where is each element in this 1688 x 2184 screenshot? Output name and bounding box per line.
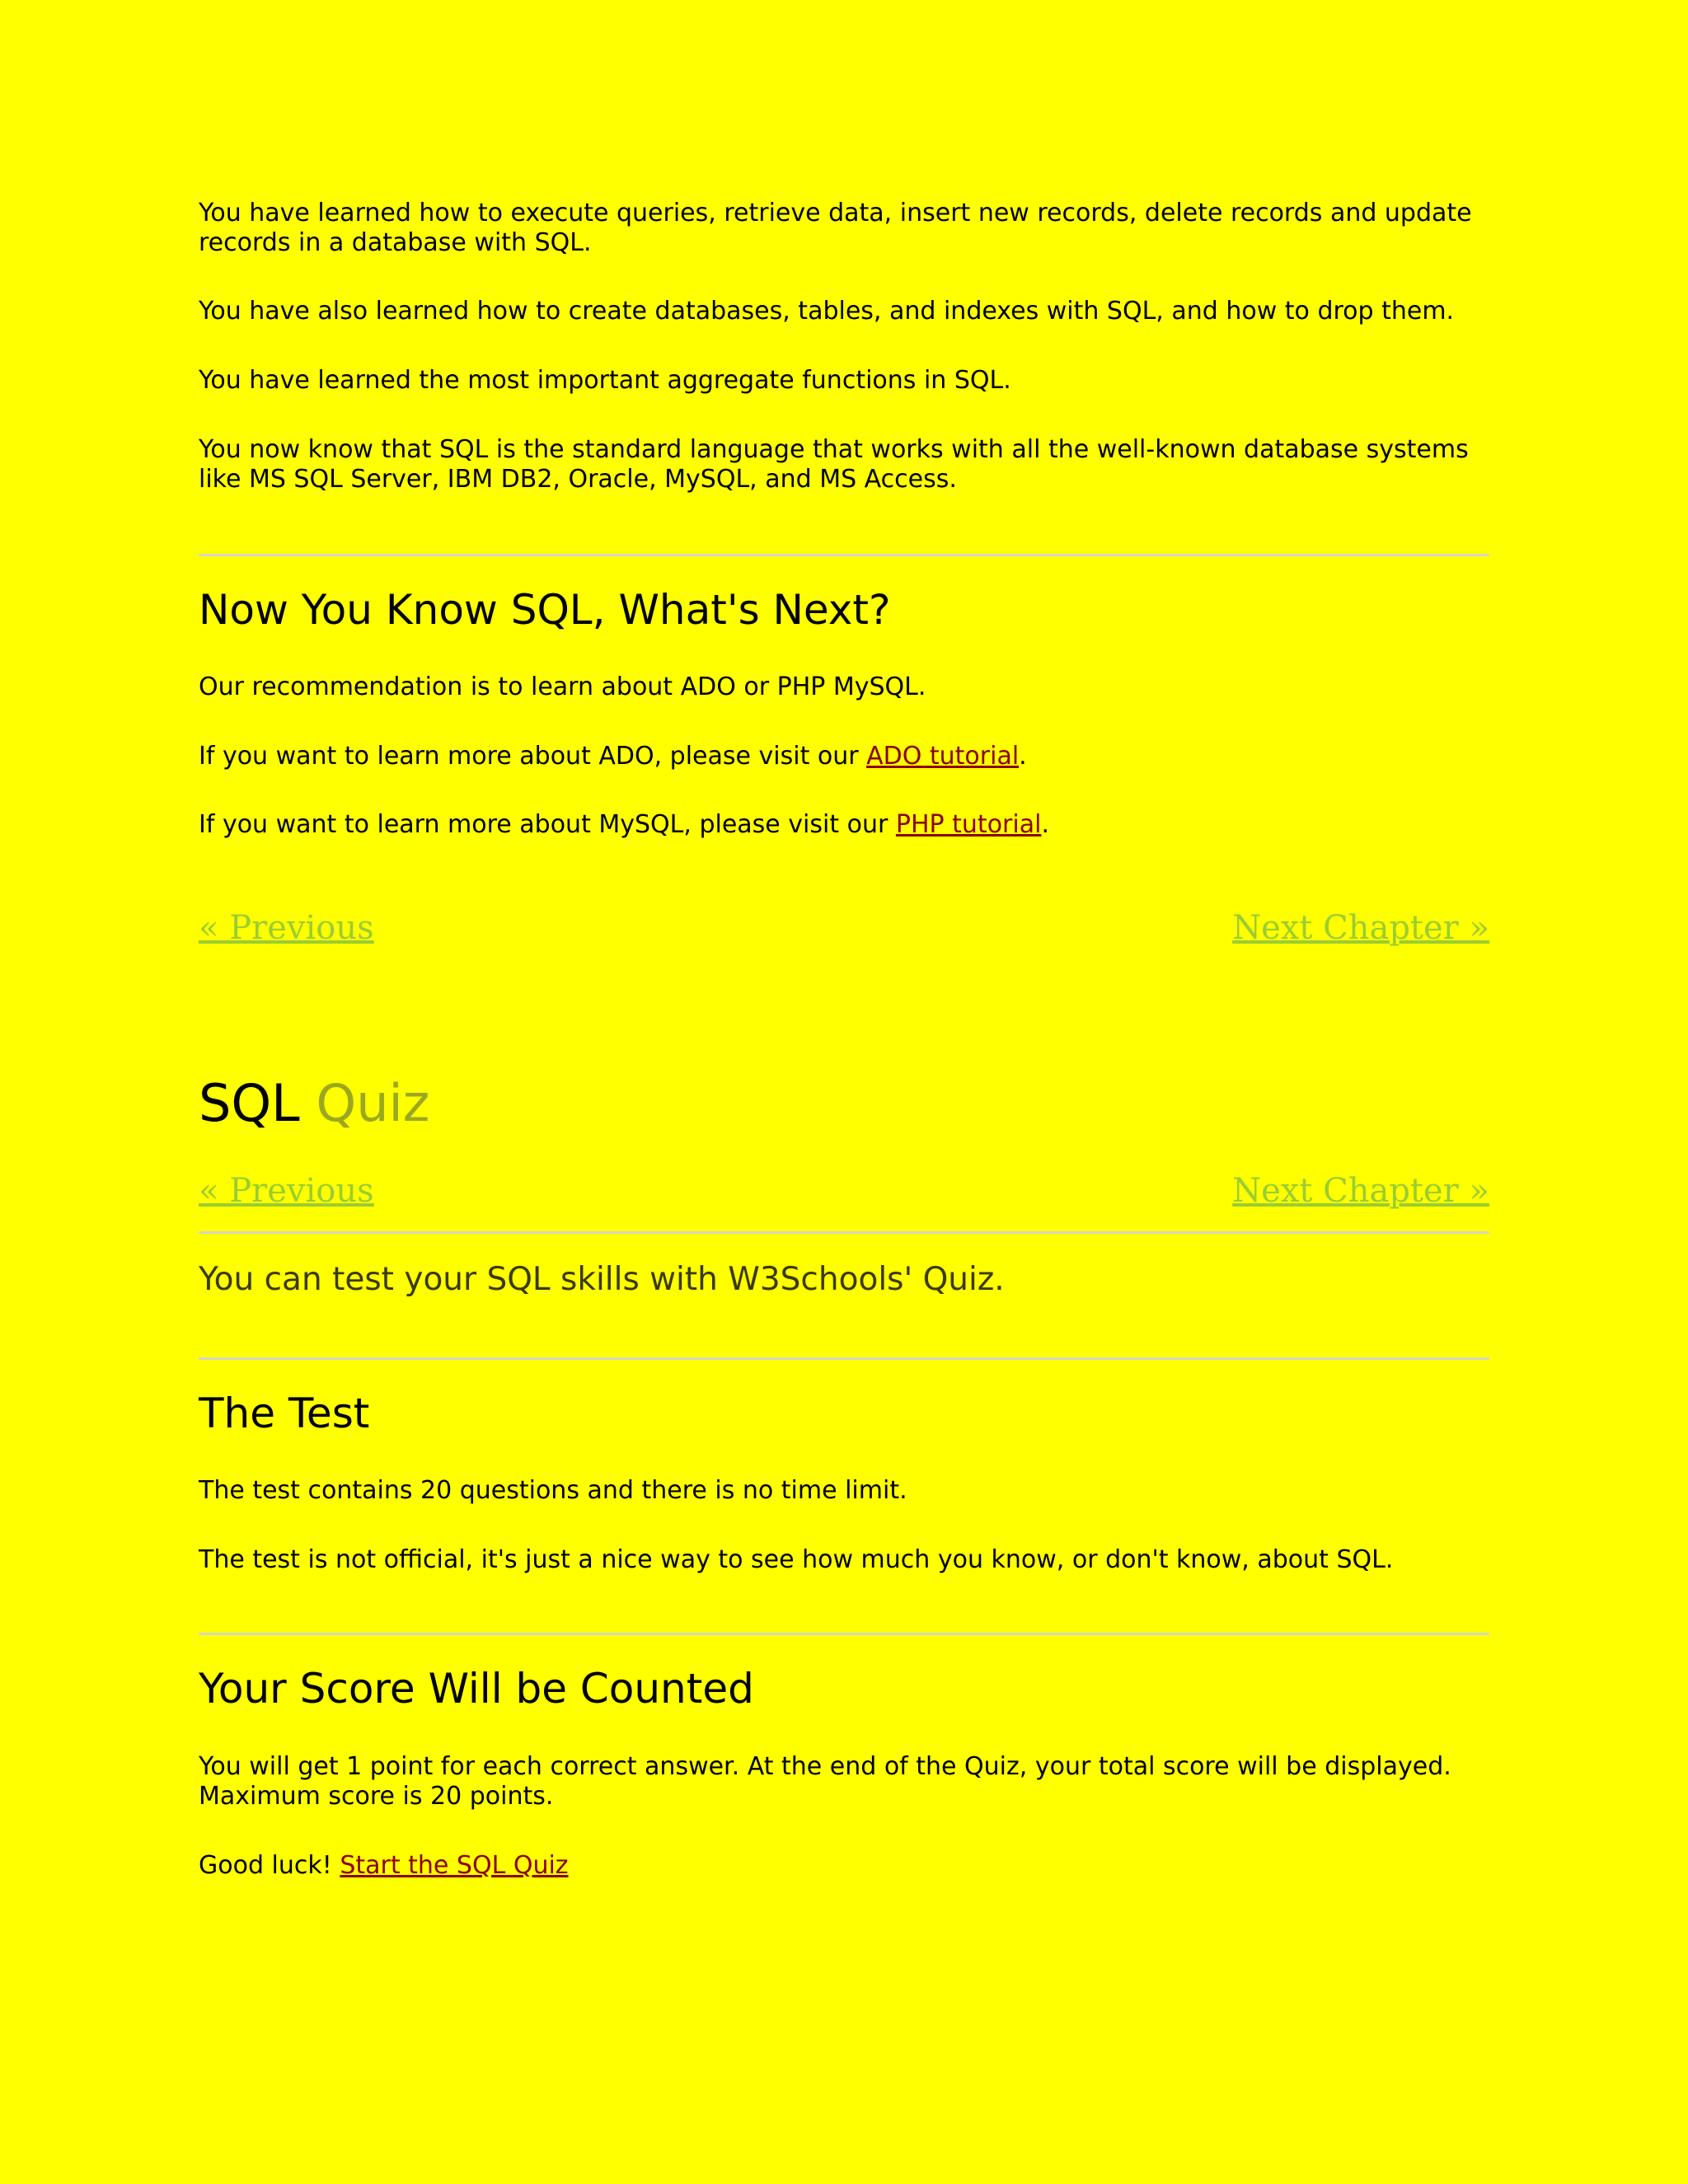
- page-title: [199, 1073, 429, 1134]
- section-heading-the-test: The Test: [199, 1390, 370, 1437]
- summary-paragraph-2: You have also learned how to create databases, tables, and indexes with SQL, and how to drop them.: [199, 297, 1455, 326]
- ado-tutorial-link[interactable]: ADO tutorial: [866, 742, 1020, 771]
- recommendation-text: Our recommendation is to learn about ADO or PHP MySQL.: [199, 673, 926, 701]
- ado-paragraph: [199, 742, 1027, 771]
- php-paragraph: [199, 810, 1049, 840]
- php-text: If you want to learn more about MySQL, please visit our: [199, 810, 896, 839]
- quiz-intro: You can test your SQL skills with W3Schools' Quiz.: [199, 1261, 1005, 1298]
- summary-paragraph-3: You have learned the most important aggregate functions in SQL.: [199, 366, 1011, 395]
- previous-link[interactable]: « Previous: [199, 909, 374, 947]
- good-luck-text: Good luck!: [199, 1851, 340, 1880]
- ado-text: If you want to learn more about ADO, please visit our: [199, 742, 867, 771]
- ado-suffix: .: [1019, 742, 1027, 771]
- page-title-main: SQL: [199, 1073, 300, 1133]
- test-paragraph-1: The test contains 20 questions and there is no time limit.: [199, 1476, 907, 1505]
- section-heading-whats-next: Now You Know SQL, What's Next?: [199, 586, 891, 634]
- summary-paragraph-1: You have learned how to execute queries, retrieve data, insert new records, delete records and update records in a database with SQL.: [199, 199, 1472, 257]
- divider: [199, 1633, 1489, 1635]
- divider: [199, 1357, 1489, 1360]
- start-quiz-link[interactable]: Start the SQL Quiz: [340, 1851, 569, 1880]
- test-paragraph-2: The test is not official, it's just a nice way to see how much you know, or don't know, about SQL.: [199, 1545, 1394, 1574]
- page-title-accent: Quiz: [316, 1073, 430, 1133]
- divider: [199, 1231, 1489, 1234]
- previous-link[interactable]: « Previous: [199, 1172, 374, 1210]
- php-tutorial-link[interactable]: PHP tutorial: [895, 810, 1042, 839]
- php-suffix: .: [1041, 810, 1049, 839]
- section-heading-score: Your Score Will be Counted: [199, 1665, 754, 1713]
- score-paragraph: You will get 1 point for each correct answer. At the end of the Quiz, your total score will be displayed. Maximum score is 20 points.: [199, 1752, 1451, 1811]
- good-luck-paragraph: [199, 1851, 569, 1881]
- chapter-navigation-top: [199, 908, 1489, 948]
- chapter-navigation-bottom: [199, 1171, 1489, 1211]
- next-chapter-link[interactable]: Next Chapter »: [1232, 909, 1489, 947]
- next-chapter-link[interactable]: Next Chapter »: [1232, 1172, 1489, 1210]
- summary-paragraph-4: You now know that SQL is the standard language that works with all the well-known database systems like MS SQL Server, IBM DB2, Oracle, MySQL, and MS Access.: [199, 435, 1469, 494]
- divider: [199, 554, 1489, 556]
